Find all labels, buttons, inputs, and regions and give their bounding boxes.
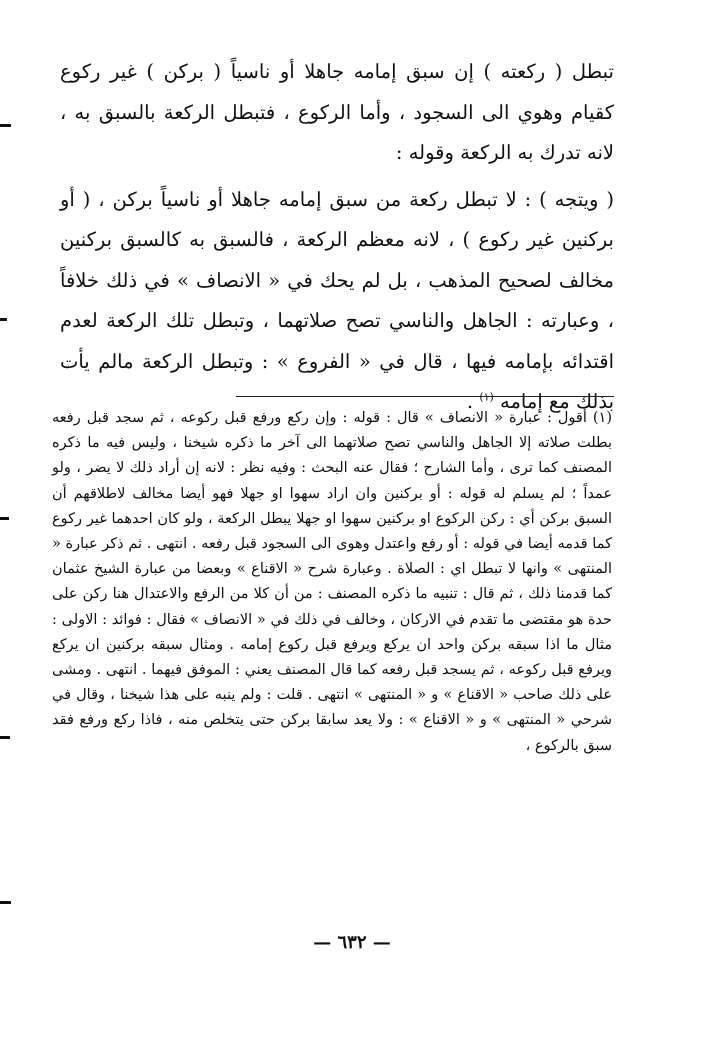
page-number: — ٦٣٢ — (313, 932, 391, 953)
footnote-text: (١) أقول : عبارة « الانصاف » قال : قوله : وإن ركع ورفع قبل ركوعه ، ثم سجد قبل رفعه بطلت صلاته إلا الجاهل والناسي تصح صلاتهما الى آخر ما ذكره شيخنا ، وليس فيه ما ذكره المصنف كما ترى ، وأما الشارح ؛ فقال عنه البحث : وفيه نظر : لانه إن أراد ذلك لا يضر ، ولو عمداً ؛ لم يسلم له قوله : أو بركنين وان اراد سهوا او جهلا فهو أيضا مخالف لاطلاقهم أن السبق بركن أي : ركن الركوع او بركنين سهوا او جهلا يبطل الركعة ، ولو كان احدهما غير ركوع كما قدمه أيضا في قوله : أو رفع واعتدل وهوى الى السجود قبل رفعه . انتهى . ثم ذكر عبارة « المنتهى » وانها لا تبطل اي : الصلاة . وعبارة شرح « الاقناع » وبعضا من عبارة الشيخ عثمان كما قدمنا ذلك ، ثم قال : تنبيه ما ذكره المصنف : من أن كلا من الرفع والاعتدال هنا ركن على حدة هو مقتضى ما تقدم في الاركان ، وخالف في ذلك في « الانصاف » فقال : فوائد : الاولى : مثال ما اذا سبقه بركن واحد ان يركع ويرفع قبل ركوع إمامه . ومثال سبقه بركنين ان يركع ويرفع قبل ركوعه ، ثم يسجد قبل رفعه كما قال المصنف يعني : الموفق فيهما . انتهى . ومشى على ذلك صاحب « الاقناع » و « المنتهى » انتهى . قلت : ولم ينبه على هذا شيخنا ، وقال في شرحي « المنتهى » و « الاقناع » : ولا يعد سابقا بركن حتى يتخلص منه ، فاذا ركع ورفع فقد سبق بالركوع ، (52, 410, 612, 754)
main-paragraph-2-end: . (466, 390, 480, 413)
margin-mark (0, 124, 11, 127)
margin-mark (0, 901, 11, 904)
footnote-block (52, 406, 612, 759)
margin-mark (0, 517, 9, 520)
margin-mark (0, 318, 7, 321)
footnote-separator (236, 396, 614, 397)
footnote-reference: (١) (479, 390, 494, 404)
margin-mark (0, 736, 10, 739)
main-text-block (60, 52, 614, 423)
main-paragraph-1: تبطل ( ركعته ) إن سبق إمامه جاهلا أو ناسياً ( بركن ) غير ركوع كقيام وهوي الى السجود ، وأما الركوع ، فتبطل الركعة بالسبق به ، لانه تدرك به الركعة وقوله : (60, 60, 614, 164)
main-paragraph-2-text: ( ويتجه ) : لا تبطل ركعة من سبق إمامه جاهلا أو ناسياً بركن ، ( أو بركنين غير ركوع ) ، لانه معظم الركعة ، فالسبق به كالسبق بركنين مخالف لصحيح المذهب ، بل لم يحك في « الانصاف » في ذلك خلافاً ، وعبارته : الجاهل والناسي تصح صلاتهما ، وتبطل تلك الركعة لعدم اقتدائه بإمامه فيها ، قال في « الفروع » : وتبطل الركعة مالم يأت بذلك مع إمامه (60, 187, 614, 413)
main-paragraph-2 (60, 180, 614, 423)
